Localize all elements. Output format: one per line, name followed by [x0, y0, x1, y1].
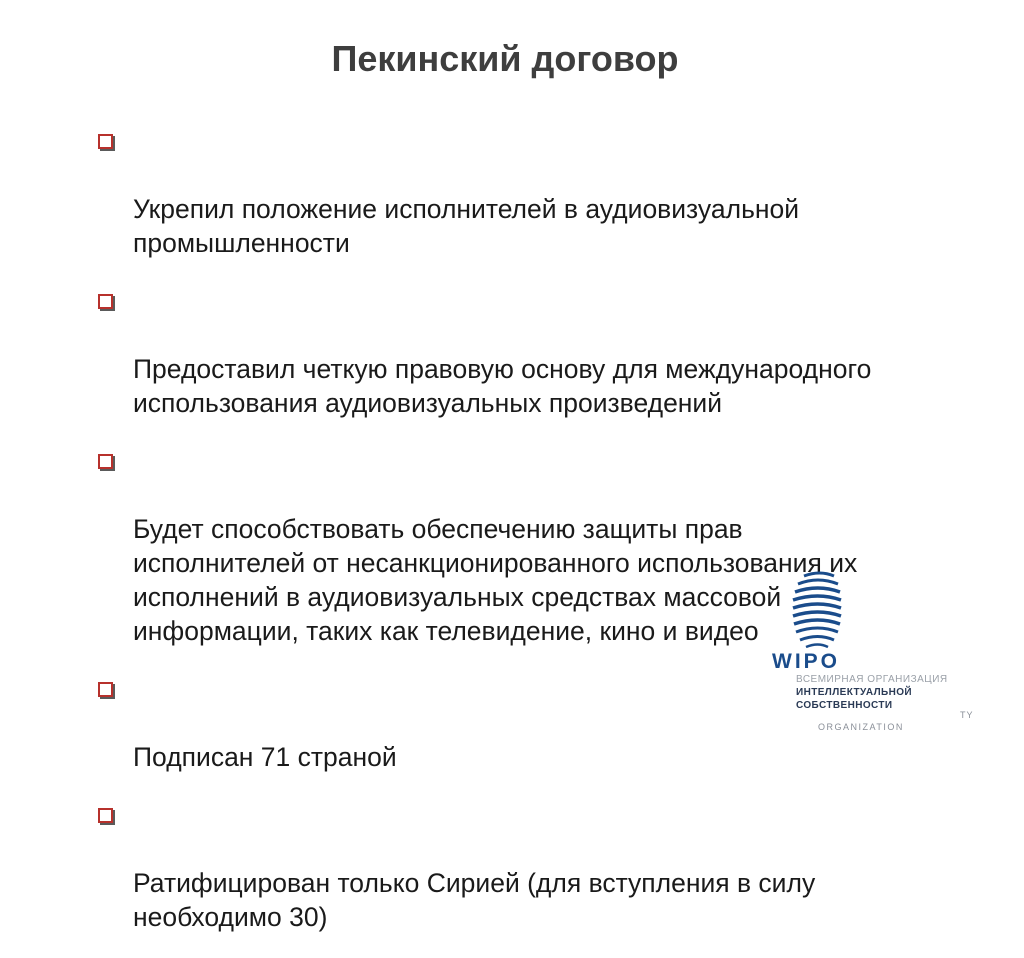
wipo-logo — [768, 570, 983, 740]
bullet-text: Предоставил четкую правовую основу для международного использования аудиовизуальных произведений — [133, 354, 872, 418]
wipo-name-line2: ИНТЕЛЛЕКТУАЛЬНОЙ — [796, 687, 912, 698]
bullet-item — [96, 284, 976, 420]
bullet-item — [96, 124, 976, 260]
wipo-name-line1: ВСЕМИРНАЯ ОРГАНИЗАЦИЯ — [796, 674, 948, 685]
bullet-text: Будет способствовать обеспечению защиты прав исполнителей от несанкционированного использования их исполнений в аудиовизуальных средствах массовой информации, таких как телевидение, кино и видео — [133, 514, 858, 646]
wipo-brand: WIPO — [772, 650, 840, 673]
wipo-ghost-text: TY — [960, 710, 974, 720]
checkbox-bullet-icon — [98, 682, 113, 697]
bullet-item — [96, 798, 976, 934]
checkbox-bullet-icon — [98, 294, 113, 309]
checkbox-bullet-icon — [98, 454, 113, 469]
checkbox-bullet-icon — [98, 134, 113, 149]
wipo-name-line3: СОБСТВЕННОСТИ — [796, 700, 893, 711]
bullet-text: Подписан 71 страной — [133, 742, 397, 772]
checkbox-bullet-icon — [98, 808, 113, 823]
slide-title: Пекинский договор — [331, 38, 679, 79]
wipo-organization: ORGANIZATION — [818, 722, 904, 732]
bullet-text: Укрепил положение исполнителей в аудиовизуальной промышленности — [133, 194, 800, 258]
bullet-text: Ратифицирован только Сирией (для вступления в силу необходимо 30) — [133, 868, 816, 932]
bullet-list — [96, 124, 976, 958]
wipo-globe-icon — [790, 570, 842, 652]
